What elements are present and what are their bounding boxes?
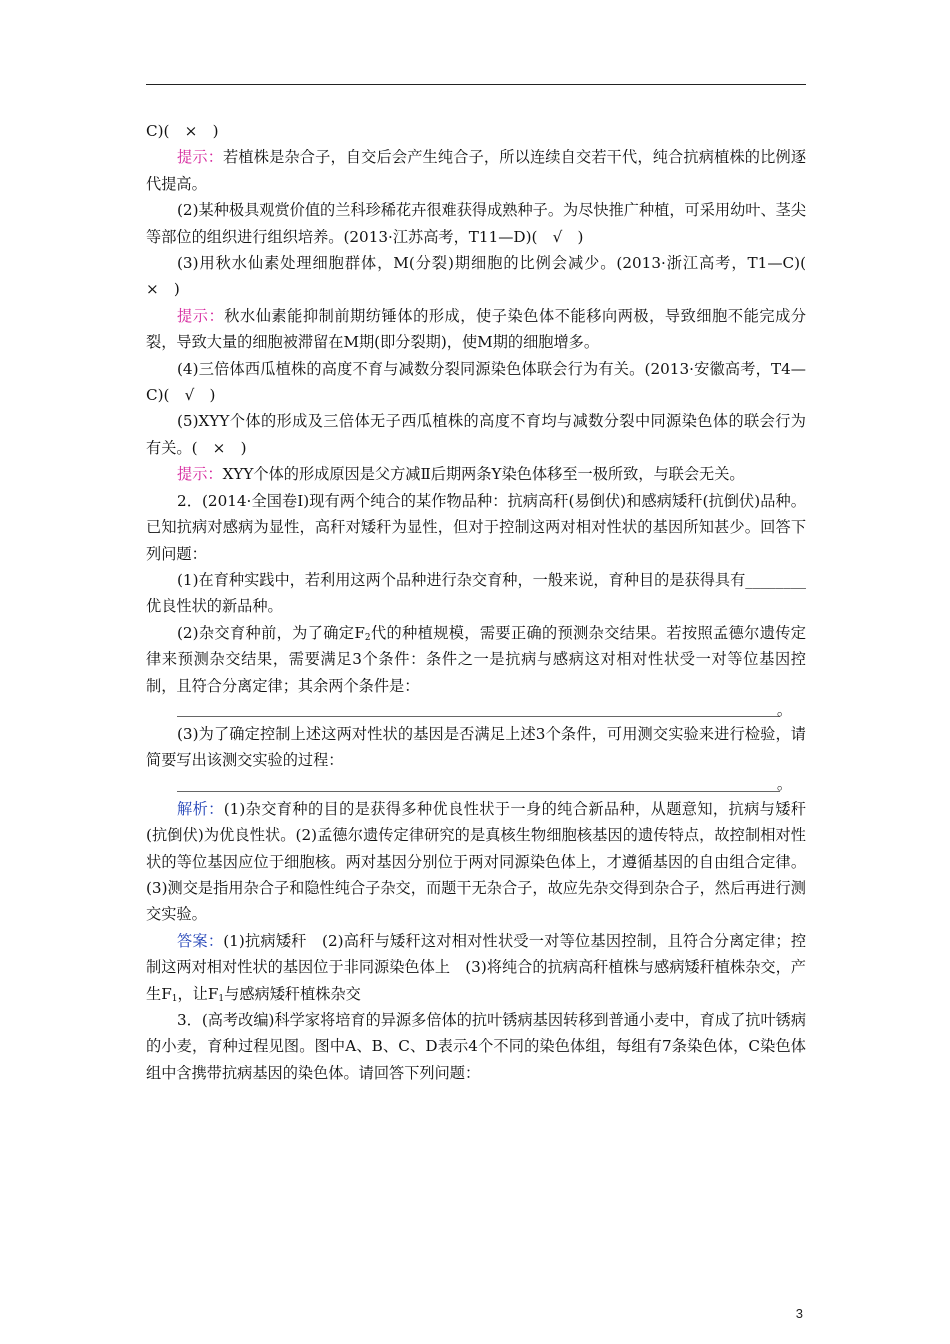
hint-paragraph-3 [146, 303, 806, 356]
question-text: (2)杂交育种前，为了确定F [177, 623, 365, 642]
question-item-2: (2)某种极具观赏价值的兰科珍稀花卉很难获得成熟种子。为尽快推广种植，可采用幼叶、茎尖等部位的组织进行组织培养。(2013·江苏高考，T11—D)( √ ) [146, 201, 807, 246]
question-item-3: (3)用秋水仙素处理细胞群体，M(分裂)期细胞的比例会减少。(2013·浙江高考，T1—C)( × ) [146, 254, 822, 299]
hint-paragraph-5 [146, 461, 806, 487]
answer-text: 与感病矮秆植株杂交 [224, 984, 361, 1003]
hint-label: 提示： [177, 148, 224, 167]
question-2-part-2 [146, 620, 806, 699]
question-text-blank: ________优良性状的新品种。 [146, 570, 807, 616]
analysis-paragraph [146, 796, 806, 928]
question-2-stem: 2．(2014·全国卷Ⅰ)现有两个纯合的某作物品种：抗病高秆(易倒伏)和感病矮秆(抗倒伏)品种。已知抗病对感病为显性，高秆对矮秆为显性，但对于控制这两对相对性状的基因所知甚少。回答下列问题： [146, 491, 806, 563]
question-text: 代的种植规模，需要正确的预测杂交结果。若按照孟德尔遗传定律来预测杂交结果，需要满足3个条件：条件之一是抗病与感病这对相对性状受一对等位基因控制，且符合分离定律；其余两个条件是： [146, 623, 806, 695]
answer-blank-line-2 [177, 774, 806, 796]
question-item-4: (4)三倍体西瓜植株的高度不育与减数分裂同源染色体联会行为有关。(2013·安徽高考，T4—C)( √ ) [146, 359, 806, 405]
page-number: 3 [795, 1306, 803, 1321]
subscript: 1 [218, 993, 225, 1004]
question-2-part-1 [146, 567, 806, 620]
analysis-text: (1)杂交育种的目的是获得多种优良性状于一身的纯合新品种，从题意知，抗病与矮秆(抗倒伏)为优良性状。(2)孟德尔遗传定律研究的是真核生物细胞核基因的遗传特点，故控制相对性状的等位基因应位于细胞核。两对基因分别位于两对同源染色体上，才遵循基因的自由组合定律。(3)测交是指用杂合子和隐性纯合子杂交，而题干无杂合子，故应先杂交得到杂合子，然后再进行测交实验。 [146, 799, 807, 924]
answer-label: 答案： [177, 931, 224, 950]
hint-text: XYY个体的形成原因是父方减Ⅱ后期两条Y染色体移至一极所致，与联会无关。 [222, 465, 745, 484]
hint-text: 若植株是杂合子，自交后会产生纯合子，所以连续自交若干代，纯合抗病植株的比例逐代提高。 [146, 148, 807, 193]
question-text: (1)在育种实践中，若利用这两个品种进行杂交育种，一般来说，育种目的是获得具有 [177, 570, 746, 589]
answer-blank-line-1 [177, 699, 806, 721]
answer-paragraph [146, 928, 806, 1007]
hint-label: 提示： [177, 306, 225, 325]
hint-paragraph-1 [146, 144, 806, 197]
answer-text: ，让F [177, 984, 219, 1003]
line-end-period: 。 [776, 700, 792, 719]
header-rule [146, 84, 806, 85]
subscript: 1 [171, 993, 178, 1004]
question-2-part-3: (3)为了确定控制上述这两对性状的基因是否满足上述3个条件，可用测交实验来进行检验，请简要写出该测交实验的过程： [146, 724, 806, 770]
hint-label: 提示： [177, 465, 223, 484]
question-item-5: (5)XYY个体的形成及三倍体无子西瓜植株的高度不育均与减数分裂中同源染色体的联会行为有关。( × ) [146, 412, 806, 457]
answer-mark-1: C)( × ) [146, 122, 219, 140]
hint-text: 秋水仙素能抑制前期纺锤体的形成，使子染色体不能移向两极，导致细胞不能完成分裂，导致大量的细胞被滞留在M期(即分裂期)，使M期的细胞增多。 [146, 306, 807, 352]
blank-underline [177, 791, 780, 792]
subscript: 2 [364, 632, 371, 643]
answer-text: (1)抗病矮秆 (2)高秆与矮秆这对相对性状受一对等位基因控制，且符合分离定律；控制这两对相对性状的基因位于非同源染色体上 (3)将纯合的抗病高秆植株与感病矮秆植株杂交，产生F [146, 931, 807, 1003]
analysis-label: 解析： [177, 799, 224, 818]
blank-underline [177, 716, 780, 717]
document-body [146, 118, 822, 1086]
question-3-stem: 3．(高考改编)科学家将培育的异源多倍体的抗叶锈病基因转移到普通小麦中，育成了抗叶锈病的小麦，育种过程见图。图中A、B、C、D表示4个不同的染色体组，每组有7条染色体，C染色体组中含携带抗病基因的染色体。请回答下列问题： [146, 1011, 807, 1082]
line-end-period: 。 [776, 775, 792, 794]
